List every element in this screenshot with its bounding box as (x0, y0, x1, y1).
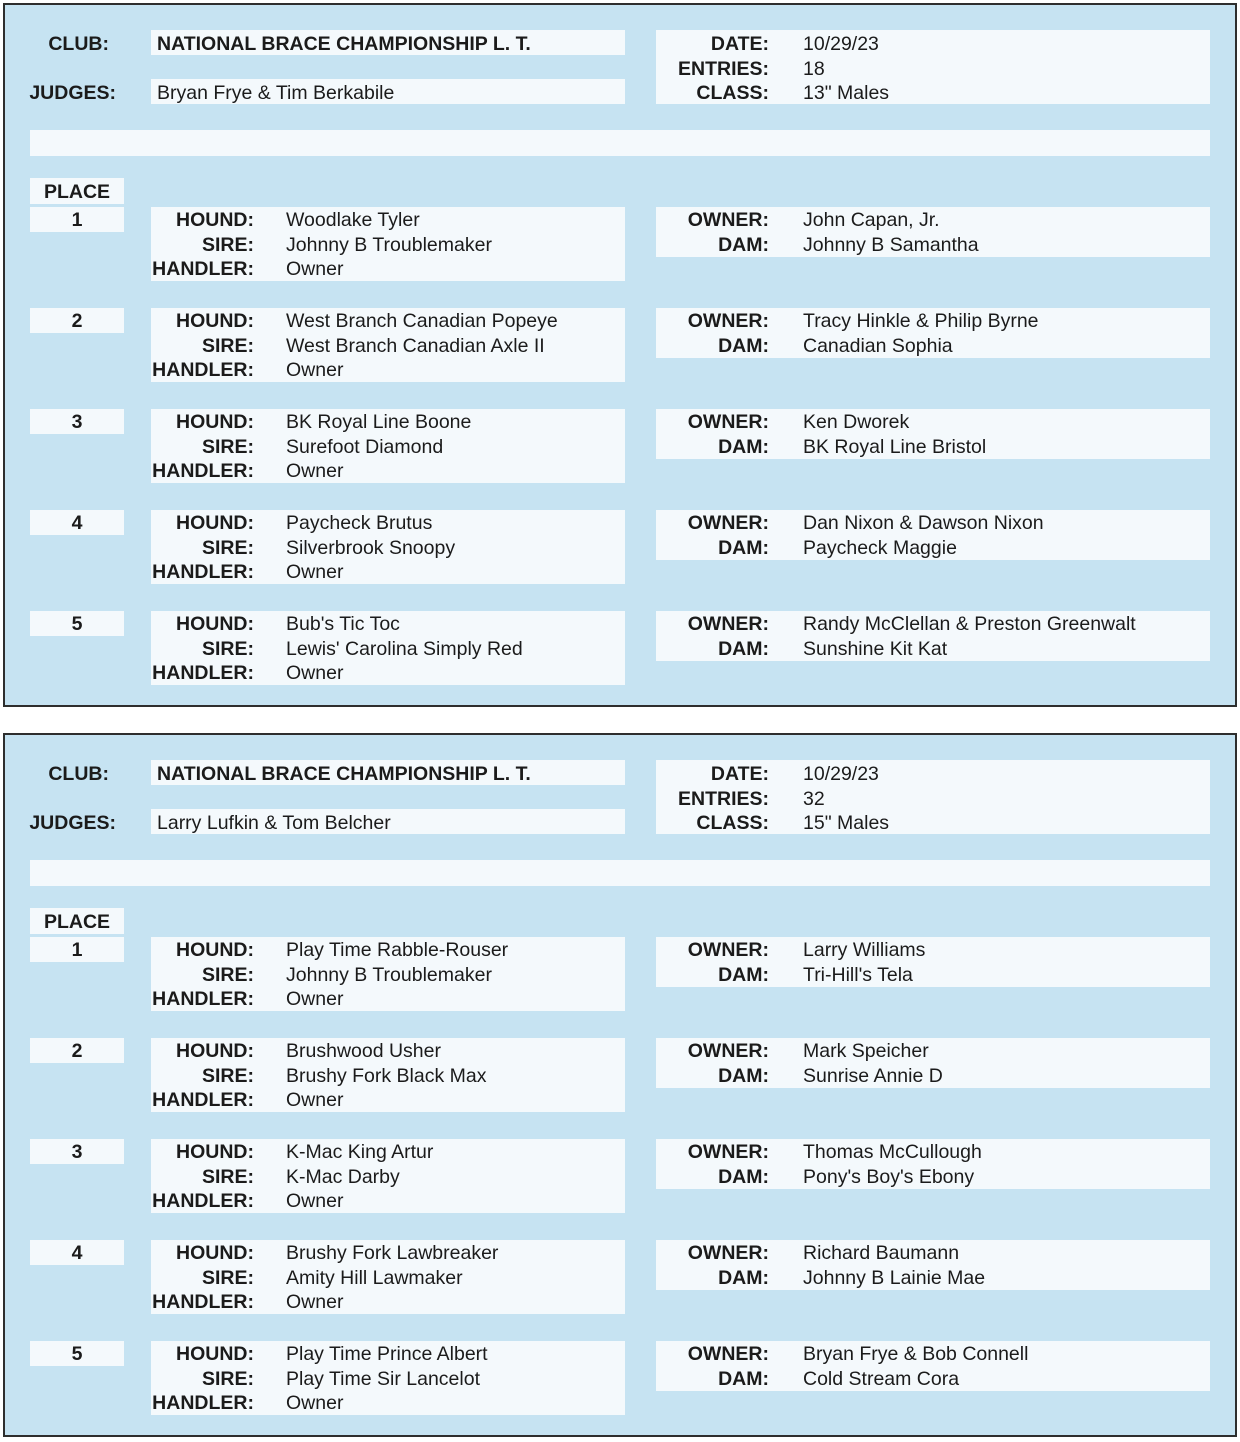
owner-name: Thomas McCullough (803, 1141, 982, 1163)
handler-label: HANDLER: (152, 561, 254, 583)
place-number: 1 (71, 209, 83, 231)
handler-name: Owner (286, 1392, 344, 1414)
handler-name: Owner (286, 460, 344, 482)
hound-label: HOUND: (176, 1242, 254, 1264)
handler-name: Owner (286, 561, 344, 583)
sire-label: SIRE: (201, 335, 254, 357)
judges-label: JUDGES: (29, 82, 116, 104)
hound-label: HOUND: (176, 512, 254, 534)
hound-name: Bub's Tic Toc (286, 613, 400, 635)
hound-name: Play Time Prince Albert (286, 1343, 488, 1365)
results-card (3, 733, 1237, 1437)
hound-name: Woodlake Tyler (286, 209, 420, 231)
sire-name: Johnny B Troublemaker (286, 234, 492, 256)
sire-label: SIRE: (201, 537, 254, 559)
hound-name: Paycheck Brutus (286, 512, 433, 534)
dam-name: Sunshine Kit Kat (803, 638, 948, 660)
owner-name: Larry Williams (803, 939, 926, 961)
hound-name: Brushy Fork Lawbreaker (286, 1242, 499, 1264)
hound-name: BK Royal Line Boone (286, 411, 472, 433)
judges-label: JUDGES: (29, 812, 116, 834)
dam-name: Johnny B Samantha (803, 234, 979, 256)
sire-label: SIRE: (201, 1065, 254, 1087)
entries-value: 18 (803, 58, 825, 80)
handler-name: Owner (286, 662, 344, 684)
sire-label: SIRE: (201, 436, 254, 458)
blank-row (30, 130, 1210, 156)
class-value: 15" Males (803, 812, 890, 834)
place-number: 2 (71, 1040, 83, 1062)
sire-name: Silverbrook Snoopy (286, 537, 456, 559)
judges-names: Bryan Frye & Tim Berkabile (157, 82, 395, 104)
owner-label: OWNER: (687, 512, 769, 534)
entries-value: 32 (803, 788, 825, 810)
dam-label: DAM: (718, 537, 769, 559)
handler-label: HANDLER: (152, 1392, 254, 1414)
sire-name: K-Mac Darby (286, 1166, 400, 1188)
place-number: 4 (71, 1242, 83, 1264)
sire-name: Surefoot Diamond (286, 436, 444, 458)
hound-label: HOUND: (176, 613, 254, 635)
sire-label: SIRE: (201, 1368, 254, 1390)
date-value: 10/29/23 (803, 763, 879, 785)
handler-name: Owner (286, 1291, 344, 1313)
club-name: NATIONAL BRACE CHAMPIONSHIP L. T. (157, 763, 531, 785)
hound-name: West Branch Canadian Popeye (286, 310, 558, 332)
handler-name: Owner (286, 988, 344, 1010)
dam-name: Canadian Sophia (803, 335, 953, 357)
owner-name: Bryan Frye & Bob Connell (803, 1343, 1029, 1365)
handler-name: Owner (286, 258, 344, 280)
club-label: CLUB: (48, 763, 109, 785)
hound-label: HOUND: (176, 939, 254, 961)
entries-label: ENTRIES: (677, 788, 769, 810)
dam-label: DAM: (718, 638, 769, 660)
owner-name: Randy McClellan & Preston Greenwalt (803, 613, 1136, 635)
dam-label: DAM: (718, 234, 769, 256)
owner-label: OWNER: (687, 209, 769, 231)
blank-row (30, 860, 1210, 886)
hound-name: Brushwood Usher (286, 1040, 441, 1062)
entries-label: ENTRIES: (677, 58, 769, 80)
dam-name: Johnny B Lainie Mae (803, 1267, 986, 1289)
dam-label: DAM: (718, 1368, 769, 1390)
sire-name: Play Time Sir Lancelot (286, 1368, 481, 1390)
sire-label: SIRE: (201, 1166, 254, 1188)
dam-label: DAM: (718, 1267, 769, 1289)
sire-name: West Branch Canadian Axle II (286, 335, 545, 357)
dam-label: DAM: (718, 1166, 769, 1188)
date-label: DATE: (710, 763, 769, 785)
owner-label: OWNER: (687, 1040, 769, 1062)
date-label: DATE: (710, 33, 769, 55)
owner-label: OWNER: (687, 1343, 769, 1365)
handler-label: HANDLER: (152, 258, 254, 280)
dam-name: Pony's Boy's Ebony (803, 1166, 975, 1188)
club-name: NATIONAL BRACE CHAMPIONSHIP L. T. (157, 33, 531, 55)
owner-label: OWNER: (687, 939, 769, 961)
owner-name: Dan Nixon & Dawson Nixon (803, 512, 1044, 534)
handler-name: Owner (286, 1190, 344, 1212)
place-header: PLACE (43, 911, 111, 933)
sire-label: SIRE: (201, 234, 254, 256)
sire-label: SIRE: (201, 1267, 254, 1289)
handler-label: HANDLER: (152, 460, 254, 482)
dam-name: Cold Stream Cora (803, 1368, 960, 1390)
date-value: 10/29/23 (803, 33, 879, 55)
dam-label: DAM: (718, 964, 769, 986)
owner-label: OWNER: (687, 613, 769, 635)
class-value: 13" Males (803, 82, 890, 104)
dam-label: DAM: (718, 1065, 769, 1087)
place-number: 4 (71, 512, 83, 534)
handler-label: HANDLER: (152, 1190, 254, 1212)
hound-label: HOUND: (176, 1343, 254, 1365)
owner-name: Tracy Hinkle & Philip Byrne (803, 310, 1039, 332)
results-card (3, 3, 1237, 707)
judges-names: Larry Lufkin & Tom Belcher (157, 812, 391, 834)
hound-name: K-Mac King Artur (286, 1141, 434, 1163)
place-number: 5 (71, 1343, 83, 1365)
owner-name: Ken Dworek (803, 411, 910, 433)
handler-name: Owner (286, 1089, 344, 1111)
handler-label: HANDLER: (152, 1291, 254, 1313)
hound-label: HOUND: (176, 209, 254, 231)
handler-label: HANDLER: (152, 988, 254, 1010)
owner-name: John Capan, Jr. (803, 209, 940, 231)
dam-name: Tri-Hill's Tela (803, 964, 913, 986)
handler-label: HANDLER: (152, 1089, 254, 1111)
place-header: PLACE (43, 181, 111, 203)
dam-label: DAM: (718, 436, 769, 458)
hound-label: HOUND: (176, 310, 254, 332)
owner-label: OWNER: (687, 1141, 769, 1163)
place-number: 1 (71, 939, 83, 961)
handler-label: HANDLER: (152, 662, 254, 684)
sire-name: Amity Hill Lawmaker (286, 1267, 463, 1289)
sire-name: Brushy Fork Black Max (286, 1065, 487, 1087)
class-label: CLASS: (696, 82, 769, 104)
class-label: CLASS: (696, 812, 769, 834)
club-label: CLUB: (48, 33, 109, 55)
handler-label: HANDLER: (152, 359, 254, 381)
place-number: 2 (71, 310, 83, 332)
hound-label: HOUND: (176, 411, 254, 433)
owner-label: OWNER: (687, 411, 769, 433)
dam-name: Sunrise Annie D (803, 1065, 943, 1087)
hound-label: HOUND: (176, 1141, 254, 1163)
sire-label: SIRE: (201, 964, 254, 986)
owner-label: OWNER: (687, 1242, 769, 1264)
owner-label: OWNER: (687, 310, 769, 332)
sire-label: SIRE: (201, 638, 254, 660)
owner-name: Richard Baumann (803, 1242, 960, 1264)
place-number: 3 (71, 411, 83, 433)
owner-name: Mark Speicher (803, 1040, 929, 1062)
hound-name: Play Time Rabble-Rouser (286, 939, 509, 961)
dam-name: Paycheck Maggie (803, 537, 957, 559)
sire-name: Lewis' Carolina Simply Red (286, 638, 523, 660)
hound-label: HOUND: (176, 1040, 254, 1062)
place-number: 3 (71, 1141, 83, 1163)
place-number: 5 (71, 613, 83, 635)
dam-name: BK Royal Line Bristol (803, 436, 987, 458)
dam-label: DAM: (718, 335, 769, 357)
sire-name: Johnny B Troublemaker (286, 964, 492, 986)
handler-name: Owner (286, 359, 344, 381)
